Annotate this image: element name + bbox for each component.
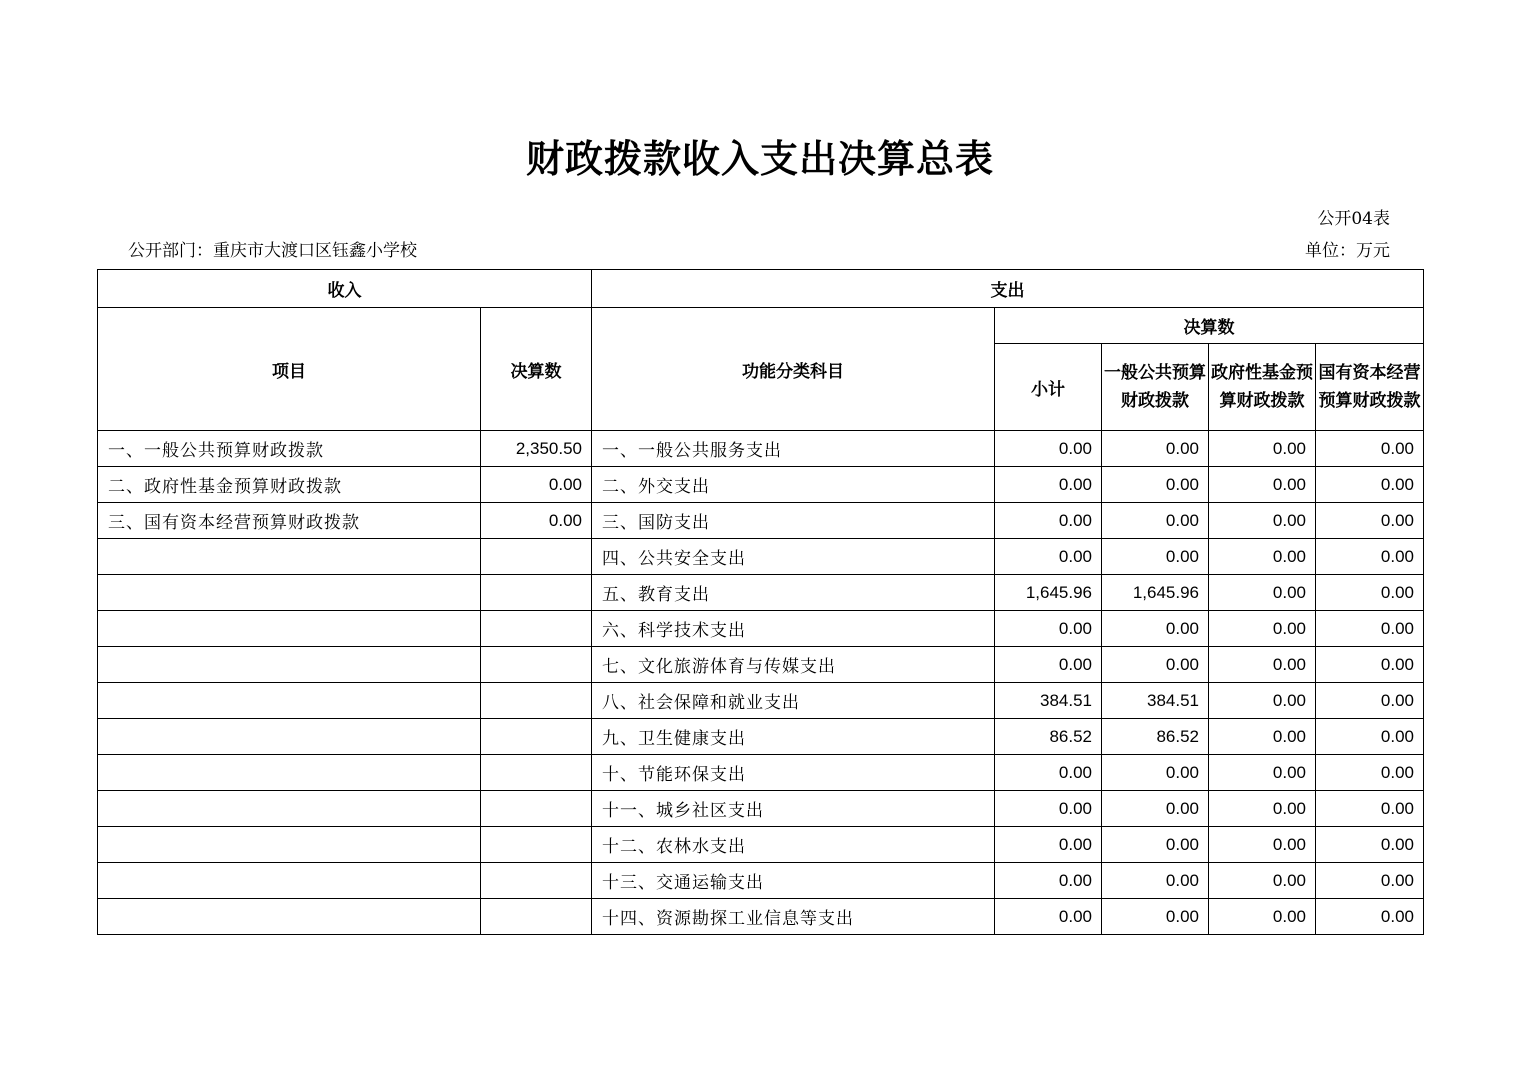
subtotal-cell: 0.00	[995, 827, 1102, 863]
income-item-cell	[98, 791, 481, 827]
state-capital-cell: 0.00	[1316, 539, 1424, 575]
income-amount-cell: 0.00	[481, 503, 592, 539]
table-row	[98, 719, 1424, 755]
gov-fund-cell: 0.00	[1209, 755, 1316, 791]
state-capital-cell: 0.00	[1316, 575, 1424, 611]
general-budget-cell: 384.51	[1102, 683, 1209, 719]
income-amount-cell: 2,350.50	[481, 431, 592, 467]
subtotal-cell: 1,645.96	[995, 575, 1102, 611]
subtotal-cell: 0.00	[995, 899, 1102, 935]
gov-fund-cell: 0.00	[1209, 899, 1316, 935]
general-budget-cell: 86.52	[1102, 719, 1209, 755]
gov-fund-header: 政府性基金预算财政拨款	[1209, 344, 1316, 431]
subtotal-cell: 0.00	[995, 431, 1102, 467]
table-row	[98, 575, 1424, 611]
table-row	[98, 611, 1424, 647]
income-amount-cell	[481, 683, 592, 719]
income-amount-cell	[481, 755, 592, 791]
unit-label: 单位：万元	[1305, 241, 1390, 261]
income-amount-cell	[481, 791, 592, 827]
income-amount-cell	[481, 827, 592, 863]
table-row	[98, 899, 1424, 935]
expense-item-cell: 四、公共安全支出	[592, 539, 995, 575]
general-budget-cell: 0.00	[1102, 503, 1209, 539]
table-row	[98, 827, 1424, 863]
general-budget-cell: 0.00	[1102, 755, 1209, 791]
general-budget-cell: 0.00	[1102, 827, 1209, 863]
state-capital-cell: 0.00	[1316, 755, 1424, 791]
expense-item-cell: 十一、城乡社区支出	[592, 791, 995, 827]
gov-fund-cell: 0.00	[1209, 683, 1316, 719]
income-amount-cell: 0.00	[481, 467, 592, 503]
subtotal-header: 小计	[995, 344, 1102, 431]
header-row-1	[98, 270, 1424, 308]
subtotal-cell: 0.00	[995, 791, 1102, 827]
form-number: 公开04表	[1317, 209, 1390, 229]
income-item-cell	[98, 539, 481, 575]
expense-item-cell: 十四、资源勘探工业信息等支出	[592, 899, 995, 935]
expense-item-cell: 十、节能环保支出	[592, 755, 995, 791]
table-row	[98, 647, 1424, 683]
income-item-cell: 二、政府性基金预算财政拨款	[98, 467, 481, 503]
subtotal-cell: 86.52	[995, 719, 1102, 755]
gov-fund-cell: 0.00	[1209, 719, 1316, 755]
subtotal-cell: 0.00	[995, 863, 1102, 899]
general-budget-header: 一般公共预算财政拨款	[1102, 344, 1209, 431]
income-amount-cell	[481, 539, 592, 575]
state-capital-cell: 0.00	[1316, 467, 1424, 503]
department-label: 公开部门：重庆市大渡口区钰鑫小学校	[128, 241, 417, 261]
income-amount-cell	[481, 611, 592, 647]
page-title: 财政拨款收入支出决算总表	[525, 137, 994, 181]
state-capital-cell: 0.00	[1316, 863, 1424, 899]
state-capital-cell: 0.00	[1316, 827, 1424, 863]
table-row	[98, 467, 1424, 503]
gov-fund-cell: 0.00	[1209, 647, 1316, 683]
subtotal-cell: 0.00	[995, 647, 1102, 683]
expense-item-cell: 五、教育支出	[592, 575, 995, 611]
general-budget-cell: 0.00	[1102, 431, 1209, 467]
state-capital-cell: 0.00	[1316, 503, 1424, 539]
table-row	[98, 755, 1424, 791]
gov-fund-cell: 0.00	[1209, 575, 1316, 611]
subtotal-cell: 0.00	[995, 503, 1102, 539]
table-row	[98, 683, 1424, 719]
income-item-cell	[98, 755, 481, 791]
gov-fund-cell: 0.00	[1209, 503, 1316, 539]
expense-item-cell: 二、外交支出	[592, 467, 995, 503]
table-row	[98, 863, 1424, 899]
general-budget-cell: 0.00	[1102, 467, 1209, 503]
expense-item-cell: 十二、农林水支出	[592, 827, 995, 863]
general-budget-cell: 0.00	[1102, 863, 1209, 899]
income-item-cell	[98, 899, 481, 935]
general-budget-cell: 0.00	[1102, 539, 1209, 575]
income-item-cell	[98, 575, 481, 611]
gov-fund-cell: 0.00	[1209, 431, 1316, 467]
income-item-cell	[98, 719, 481, 755]
gov-fund-cell: 0.00	[1209, 611, 1316, 647]
table-row	[98, 791, 1424, 827]
expense-item-cell: 九、卫生健康支出	[592, 719, 995, 755]
gov-fund-cell: 0.00	[1209, 827, 1316, 863]
income-amount-cell	[481, 719, 592, 755]
subtotal-cell: 0.00	[995, 467, 1102, 503]
subtotal-cell: 0.00	[995, 755, 1102, 791]
table-row	[98, 539, 1424, 575]
state-capital-cell: 0.00	[1316, 611, 1424, 647]
gov-fund-cell: 0.00	[1209, 539, 1316, 575]
general-budget-cell: 0.00	[1102, 899, 1209, 935]
income-item-cell	[98, 611, 481, 647]
income-item-cell	[98, 827, 481, 863]
final-amount-header: 决算数	[481, 308, 592, 431]
state-capital-header: 国有资本经营预算财政拨款	[1316, 344, 1424, 431]
income-item-cell	[98, 863, 481, 899]
table-row	[98, 503, 1424, 539]
subtotal-cell: 384.51	[995, 683, 1102, 719]
state-capital-cell: 0.00	[1316, 683, 1424, 719]
state-capital-cell: 0.00	[1316, 647, 1424, 683]
income-amount-cell	[481, 899, 592, 935]
income-item-cell	[98, 683, 481, 719]
expense-item-cell: 八、社会保障和就业支出	[592, 683, 995, 719]
state-capital-cell: 0.00	[1316, 791, 1424, 827]
income-amount-cell	[481, 647, 592, 683]
subtotal-cell: 0.00	[995, 611, 1102, 647]
gov-fund-cell: 0.00	[1209, 863, 1316, 899]
general-budget-cell: 0.00	[1102, 611, 1209, 647]
income-item-cell: 三、国有资本经营预算财政拨款	[98, 503, 481, 539]
expense-item-cell: 一、一般公共服务支出	[592, 431, 995, 467]
expense-item-cell: 六、科学技术支出	[592, 611, 995, 647]
table-body	[98, 431, 1424, 935]
state-capital-cell: 0.00	[1316, 719, 1424, 755]
subtotal-cell: 0.00	[995, 539, 1102, 575]
income-header: 收入	[98, 270, 592, 308]
function-class-header: 功能分类科目	[592, 308, 995, 431]
gov-fund-cell: 0.00	[1209, 467, 1316, 503]
expense-header: 支出	[592, 270, 1424, 308]
table-row	[98, 431, 1424, 467]
budget-table	[97, 269, 1424, 935]
expense-item-cell: 七、文化旅游体育与传媒支出	[592, 647, 995, 683]
header-row-2	[98, 308, 1424, 344]
income-amount-cell	[481, 575, 592, 611]
gov-fund-cell: 0.00	[1209, 791, 1316, 827]
general-budget-cell: 0.00	[1102, 791, 1209, 827]
income-amount-cell	[481, 863, 592, 899]
general-budget-cell: 0.00	[1102, 647, 1209, 683]
item-header: 项目	[98, 308, 481, 431]
income-item-cell: 一、一般公共预算财政拨款	[98, 431, 481, 467]
expense-item-cell: 十三、交通运输支出	[592, 863, 995, 899]
state-capital-cell: 0.00	[1316, 431, 1424, 467]
general-budget-cell: 1,645.96	[1102, 575, 1209, 611]
income-item-cell	[98, 647, 481, 683]
expense-item-cell: 三、国防支出	[592, 503, 995, 539]
final-amount-group-header: 决算数	[995, 308, 1424, 344]
state-capital-cell: 0.00	[1316, 899, 1424, 935]
